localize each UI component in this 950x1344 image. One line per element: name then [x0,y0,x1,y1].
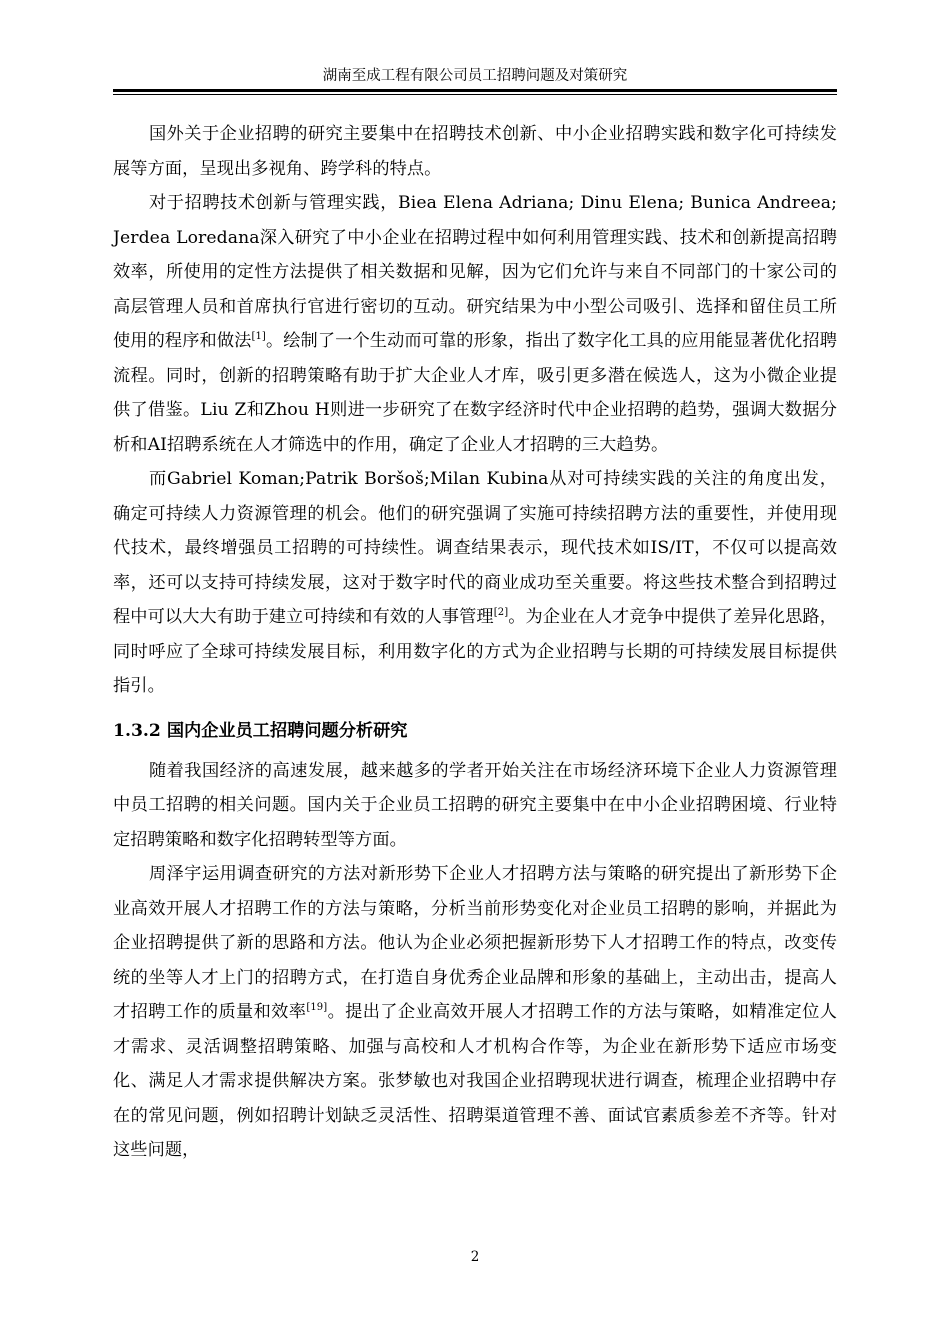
paragraph-foreign-overview: 国外关于企业招聘的研究主要集中在招聘技术创新、中小企业招聘实践和数字化可持续发展等方面，呈现出多视角、跨学科的特点。 [113,124,837,179]
paragraph-text: 周泽宇运用调查研究的方法对新形势下企业人才招聘方法与策略的研究提出了新形势下企业高效开展人才招聘工作的方法与策略，分析当前形势变化对企业员工招聘的影响，并据此为企业招聘提供了新的思路和方法。他认为企业必须把握新形势下人才招聘工作的特点，改变传统的坐等人才上门的招聘方式，在打造自身优秀企业品牌和形象的基础上，主动出击，提高人才招聘工作的质量和效率 [113,864,837,1022]
paragraph-text: 而Gabriel Koman;Patrik Boršoš;Milan Kubina从对可持续实践的关注的角度出发，确定可持续人力资源管理的机会。他们的研究强调了实施可持续招聘方法的重要性，并使用现代技术，最终增强员工招聘的可持续性。调查结果表示，现代技术如IS/IT，不仅可以提高效率，还可以支持可持续发展，这对于数字时代的商业成功至关重要。将这些技术整合到招聘过程中可以大大有助于建立可持续和有效的人事管理 [113,469,837,627]
paragraph-sustainable-recruitment [113,462,837,704]
paragraph-domestic-overview: 随着我国经济的高速发展，越来越多的学者开始关注在市场经济环境下企业人力资源管理中员工招聘的相关问题。国内关于企业员工招聘的研究主要集中在中小企业招聘困境、行业特定招聘策略和数字化招聘转型等方面。 [113,760,837,850]
paragraph-text: 对于招聘技术创新与管理实践，Biea Elena Adriana; Dinu Elena; Bunica Andreea; Jerdea Loredana深入研究了中小企业在招聘过程中如何利用管理实践、技术和创新提高招聘效率，所使用的定性方法提供了相关数据和见解，因为它们允许与来自不同部门的十家公司的高层管理人员和首席执行官进行密切的互动。研究结果为中小型公司吸引、选择和留住员工所使用的程序和做法 [113,193,837,351]
citation-ref: [2] [493,607,509,618]
paragraph-domestic-studies [113,857,837,1168]
page-number: 2 [470,1249,480,1265]
running-header: 湖南至成工程有限公司员工招聘问题及对策研究 [322,68,628,84]
paragraph-text: 。提出了企业高效开展人才招聘工作的方法与策略，如精准定位人才需求、灵活调整招聘策略、加强与高校和人才机构合作等，为企业在新形势下适应市场变化、满足人才需求提供解决方案。张梦敏也对我国企业招聘现状进行调查，梳理企业招聘中存在的常见问题，例如招聘计划缺乏灵活性、招聘渠道管理不善、面试官素质参差不齐等。针对这些问题， [113,1002,837,1160]
citation-ref: [19] [306,1002,328,1013]
header-rule-thick [113,89,837,92]
paragraph-recruitment-innovation [113,186,837,462]
paragraph-text: 。为企业在人才竞争中提供了差异化思路，同时呼应了全球可持续发展目标，利用数字化的方式为企业招聘与长期的可持续发展目标提供指引。 [113,607,838,696]
body-text [113,117,837,1168]
header-rule-thin [113,94,837,95]
section-heading: 1.3.2 国内企业员工招聘问题分析研究 [113,720,408,741]
paragraph-text: 。绘制了一个生动而可靠的形象，指出了数字化工具的应用能显著优化招聘流程。同时，创新的招聘策略有助于扩大企业人才库，吸引更多潜在候选人，这为小微企业提供了借鉴。Liu Z和Zhou H则进一步研究了在数字经济时代中企业招聘的趋势，强调大数据分析和AI招聘系统在人才筛选中的作用，确定了企业人才招聘的三大趋势。 [113,331,837,455]
citation-ref: [1] [251,331,266,342]
